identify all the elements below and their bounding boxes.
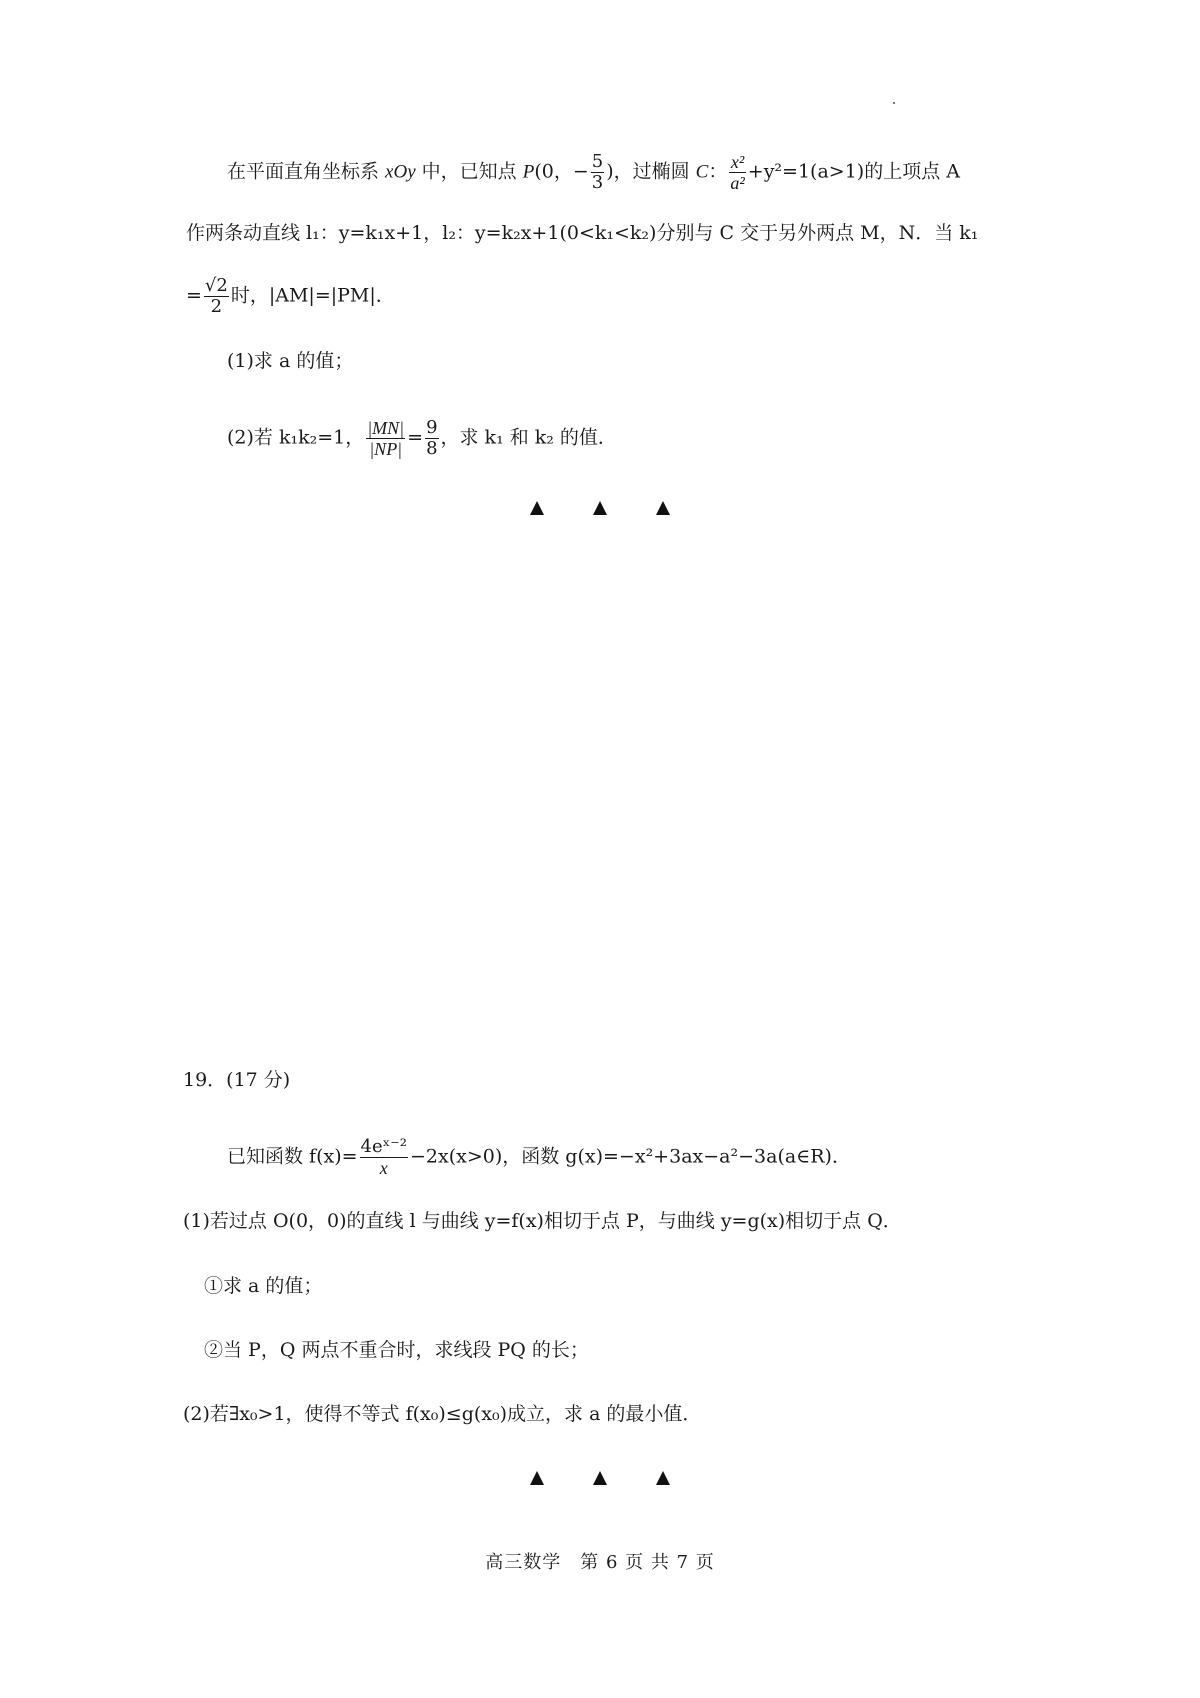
fraction-mn-np: [366, 418, 405, 459]
frac-den: a²: [730, 173, 745, 193]
fraction-f: [360, 1137, 408, 1178]
frac-num: 5: [591, 151, 604, 172]
frac-num: |MN|: [367, 418, 405, 438]
text: =: [407, 426, 424, 449]
separator-triangles: [530, 1468, 670, 1488]
p18-intro-line3: [186, 276, 395, 317]
frac-num: 9: [426, 417, 438, 438]
p18-question-2: [227, 418, 617, 459]
text: 时，|AM|=|PM|．: [230, 284, 395, 307]
text: (2)若 k₁k₂=1，: [227, 426, 365, 449]
p19-part1-i: ①求 a 的值；: [204, 1275, 323, 1297]
triangle-icon: [593, 501, 607, 515]
p18-intro-line2: 作两条动直线 l₁：y=k₁x+1，l₂：y=k₂x+1(0<k₁<k₂)分别与 C 交于另外两点 M，N．当 k₁: [186, 222, 979, 244]
triangle-icon: [530, 501, 544, 515]
text: 在平面直角坐标系: [227, 160, 386, 183]
frac-den: 2: [210, 296, 223, 317]
p19-header: 19．(17 分): [183, 1069, 291, 1091]
text: ：: [708, 160, 728, 183]
fraction-sqrt2-2: [204, 276, 229, 317]
fraction-ellipse: [729, 152, 745, 193]
triangle-icon: [656, 501, 670, 515]
text: 中，已知点: [415, 160, 523, 183]
triangle-icon: [530, 1471, 544, 1485]
frac-den: x: [379, 1158, 388, 1178]
p19-intro: [227, 1137, 851, 1178]
text: =: [186, 284, 202, 307]
p19-part1: (1)若过点 O(0，0)的直线 l 与曲线 y=f(x)相切于点 P，与曲线 y=g(x)相切于点 Q．: [183, 1210, 902, 1232]
p18-question-1: (1)求 a 的值；: [227, 350, 354, 372]
frac-den: 3: [591, 172, 604, 193]
text: 已知函数 f(x)=: [227, 1145, 358, 1168]
separator-triangles: [530, 498, 670, 518]
p18-intro-line1: [227, 152, 960, 193]
frac-den: |NP|: [369, 439, 403, 459]
frac-num: 4eˣ⁻²: [360, 1136, 407, 1157]
frac-num: √2: [204, 275, 228, 296]
frac-num: x²: [730, 152, 745, 172]
page-footer: 高三数学 第 6 页 共 7 页: [485, 1552, 715, 1573]
fraction-5-3: [591, 152, 604, 193]
text: +y²=1(a>1)的上项点 A: [747, 160, 960, 183]
text: C: [695, 161, 709, 183]
text: −2x(x>0)，函数 g(x)=−x²+3ax−a²−3a(a∈R)．: [410, 1145, 851, 1168]
frac-den: 8: [426, 438, 438, 459]
p19-part2: (2)若∃x₀>1，使得不等式 f(x₀)≤g(x₀)成立，求 a 的最小值．: [183, 1403, 702, 1425]
text: xOy: [385, 161, 416, 183]
text: ，求 k₁ 和 k₂ 的值．: [440, 426, 617, 449]
text: (0，−: [534, 160, 589, 183]
triangle-icon: [656, 1471, 670, 1485]
text: )，过椭圆: [606, 160, 696, 183]
triangle-icon: [593, 1471, 607, 1485]
fraction-9-8: [425, 418, 438, 459]
p19-part1-ii: ②当 P，Q 两点不重合时，求线段 PQ 的长；: [204, 1339, 589, 1361]
scan-speck: [893, 102, 895, 104]
text: P: [522, 161, 535, 183]
